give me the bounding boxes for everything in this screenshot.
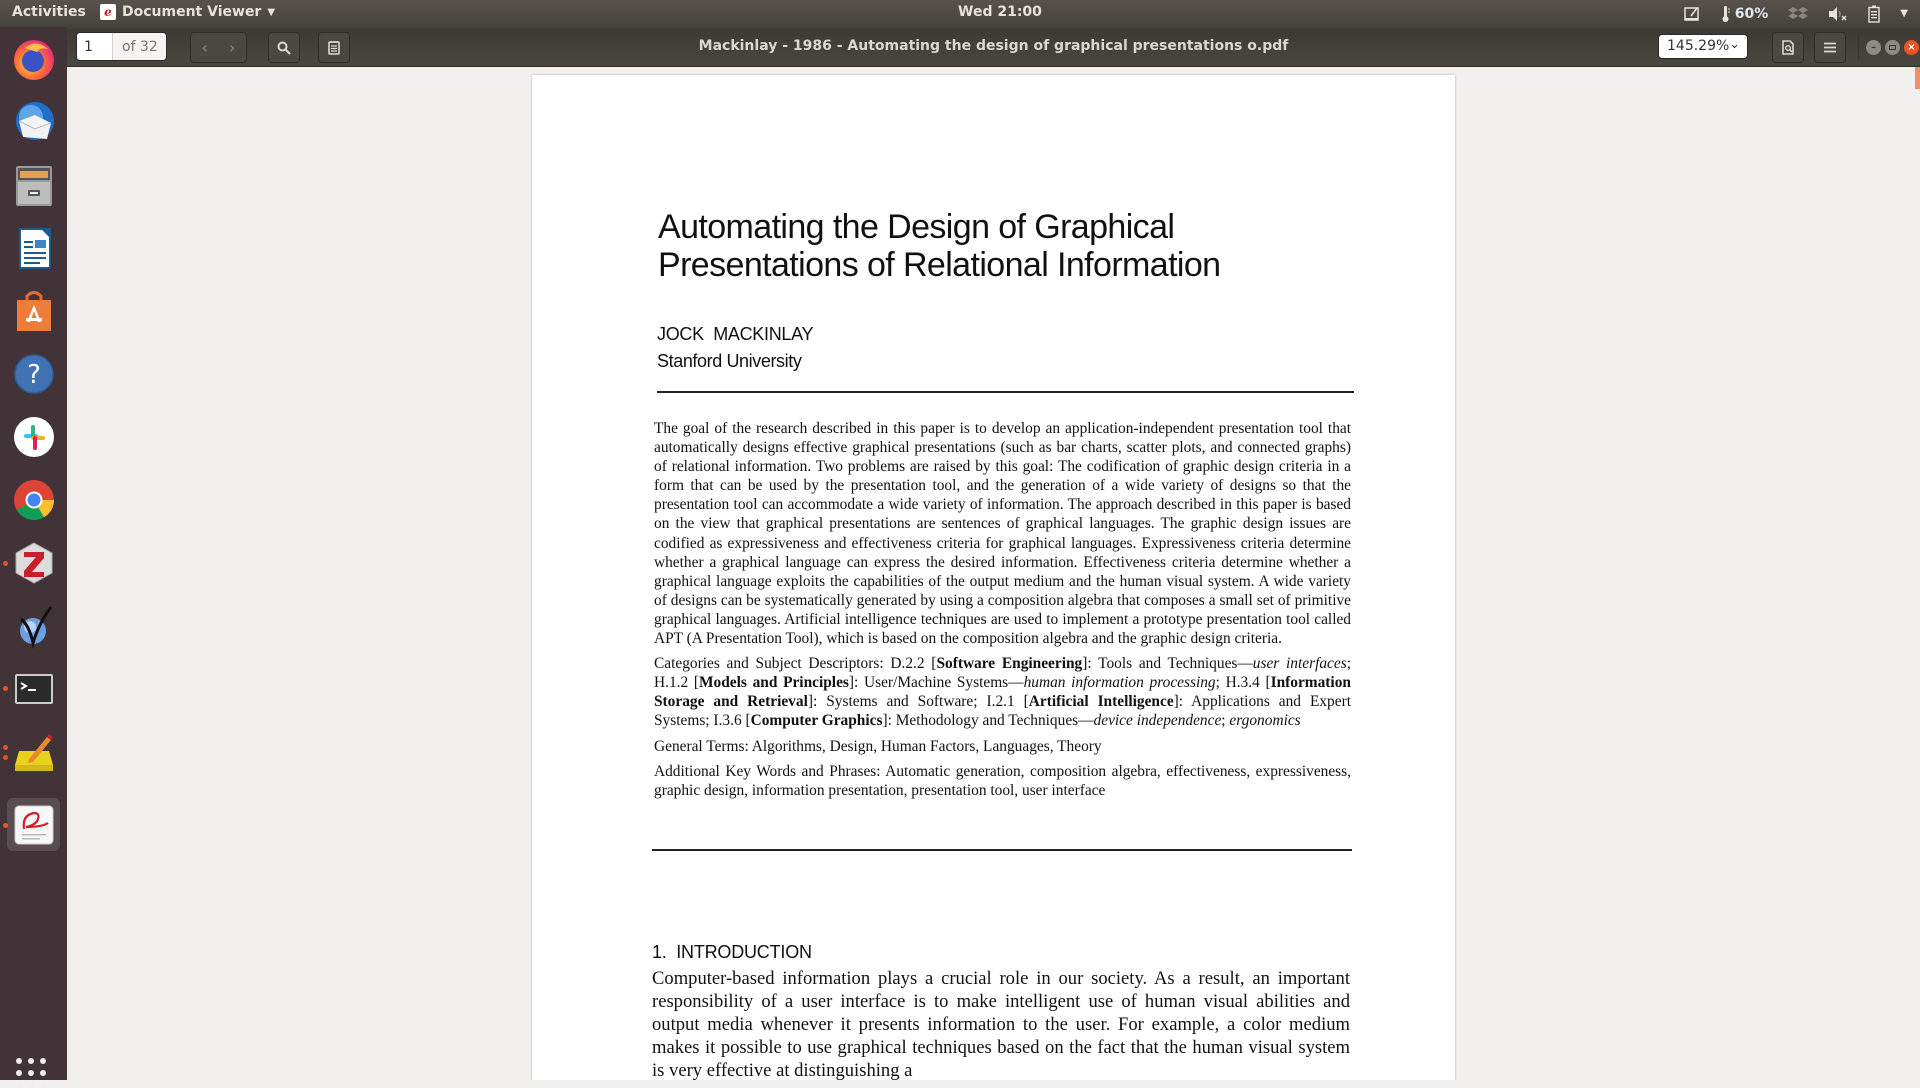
show-applications-button[interactable] — [16, 1058, 46, 1088]
firefox-icon — [11, 36, 57, 82]
paper-title-line: Presentations of Relational Information — [658, 246, 1221, 284]
notepad-icon — [328, 40, 340, 55]
text-editor-icon — [11, 729, 57, 775]
dock — [0, 27, 67, 1080]
dock-slack[interactable] — [7, 410, 60, 463]
libreoffice-writer-icon — [11, 225, 57, 271]
maximize-icon — [1889, 45, 1896, 50]
section-heading: 1. INTRODUCTION — [652, 942, 812, 962]
minimize-button[interactable] — [1866, 40, 1881, 55]
zoom-level-value: 145.29% — [1667, 38, 1730, 54]
thunderbird-icon — [11, 99, 57, 145]
search-icon — [277, 41, 291, 55]
dock-ubuntu-software[interactable] — [7, 284, 60, 337]
battery-icon[interactable] — [1858, 0, 1890, 27]
scrollbar-indicator[interactable] — [1915, 67, 1920, 89]
dock-help[interactable] — [7, 347, 60, 400]
page-navigation-group — [190, 32, 247, 63]
paper-title-line: Automating the Design of Graphical — [658, 208, 1175, 246]
dock-terminal[interactable] — [7, 662, 60, 715]
minimize-icon: – — [1871, 42, 1876, 53]
dock-chrome[interactable] — [7, 473, 60, 526]
current-page-input[interactable]: 1 — [77, 33, 113, 60]
close-icon: × — [1907, 42, 1916, 53]
system-tray — [1673, 0, 1920, 27]
paper-title — [658, 208, 1221, 284]
page-number-field[interactable] — [76, 32, 167, 61]
keywords-text: Additional Key Words and Phrases: Automatic generation, composition algebra, effectiveness, expressiveness, graphic design, information presentation, presentation tool, user interface — [654, 762, 1351, 799]
document-viewer-icon — [12, 803, 56, 847]
chrome-icon — [11, 477, 57, 523]
notes-icon[interactable] — [1673, 0, 1711, 27]
general-terms-text: General Terms: Algorithms, Design, Human Factors, Languages, Theory — [654, 737, 1102, 755]
dock-jabref[interactable] — [7, 599, 60, 652]
activities-button[interactable]: Activities — [12, 4, 86, 20]
header-bar — [67, 27, 1920, 67]
thermometer-icon — [1721, 5, 1731, 23]
top-bar — [0, 0, 1920, 27]
dock-files[interactable] — [7, 158, 60, 211]
clock[interactable]: Wed 21:00 — [958, 4, 1042, 20]
slack-icon — [11, 414, 57, 460]
next-page-button[interactable] — [219, 38, 247, 57]
zotero-icon — [11, 540, 57, 586]
dock-document-viewer[interactable] — [7, 798, 60, 851]
dock-zotero[interactable] — [7, 536, 60, 589]
volume-muted-icon[interactable] — [1818, 0, 1858, 27]
dock-libreoffice-writer[interactable] — [7, 221, 60, 274]
help-icon — [11, 351, 57, 397]
software-bag-icon — [11, 288, 57, 334]
dock-thunderbird[interactable] — [7, 95, 60, 148]
paper-affiliation: Stanford University — [657, 351, 802, 371]
divider — [652, 849, 1352, 851]
maximize-button[interactable] — [1885, 40, 1900, 55]
find-button[interactable] — [268, 32, 300, 63]
chevron-left-icon: ‹ — [201, 38, 208, 57]
document-view[interactable] — [67, 67, 1920, 1080]
document-search-icon — [1782, 40, 1794, 55]
annotations-button[interactable] — [318, 32, 350, 63]
svg-text:?: ? — [26, 359, 41, 390]
dock-text-editor[interactable] — [7, 725, 60, 778]
divider — [657, 391, 1354, 393]
file-cabinet-icon — [11, 162, 57, 208]
dock-firefox[interactable] — [7, 32, 60, 85]
abstract-block — [654, 419, 1351, 806]
system-menu-caret-icon[interactable]: ▼ — [1900, 8, 1908, 19]
abstract-text: The goal of the research described in this paper is to develop an application-independent presentation tool that automatically designs effective graphical presentations (such as bar charts, scatter plots, and connected graphs) of relational information. Two problems are raised by this goal: The codification of graphic design criteria in a form that can be used by the presentation tool, and the generation of a wide variety of designs so that the presentation tool can accommodate a wide variety of information. The approach described in this paper is based on the view that graphical presentations are sentences of graphical languages. The graphic design issues are codified as expressiveness and effectiveness criteria for graphical languages. Expressiveness criteria determine whether a graphical language can express the desired information. Effectiveness criteria determine whether a graphical language exploits the capabilities of the output medium and the human visual system. A wide variety of designs can be systematically generated by using a composition algebra that composes a small set of primitive graphical languages. Artificial intelligence techniques are used to implement a prototype presentation tool called APT (A Presentation Tool), which is based on the composition algebra and the graphic design criteria. — [654, 420, 1351, 648]
page-total-label: of 32 — [122, 39, 158, 55]
zoom-level-dropdown[interactable] — [1658, 34, 1748, 59]
chevron-down-icon: ⌄ — [1729, 37, 1740, 52]
temperature-indicator[interactable] — [1711, 0, 1779, 27]
document-viewer-icon: e — [100, 4, 116, 20]
paper-author: JOCK MACKINLAY — [657, 324, 814, 344]
jabref-icon — [11, 603, 57, 649]
temperature-value: 60% — [1734, 5, 1769, 22]
app-menu-label: Document Viewer — [122, 4, 262, 20]
app-menu[interactable] — [100, 4, 275, 20]
hamburger-menu-icon — [1824, 42, 1836, 53]
chevron-right-icon: › — [229, 38, 236, 57]
terminal-icon — [11, 666, 57, 712]
main-menu-button[interactable] — [1814, 32, 1846, 63]
separator — [1858, 35, 1859, 59]
section-body-text: Computer-based information plays a crucial role in our society. As a result, an important responsibility of a user interface is to make intelligent use of human visual abilities and output media whenever it presents information to the user. For example, a color medium makes it possible to use graphical techniques based on the fact that the human visual system is very effective at distinguishing a — [652, 968, 1350, 1080]
window-title: Mackinlay - 1986 - Automating the design of graphical presentations o.pdf — [698, 38, 1289, 54]
categories-text: Categories and Subject Descriptors: D.2.2 [Software Engineering]: Tools and Techniques—user interfaces; H.1.2 [Models and Principles]: User/Machine Systems—human information processing; H.3.4 [Information Storage and Retrieval]: Systems and Software; I.2.1 [Artificial Intelligence]: Applications and Expert Systems; I.3.6 [Computer Graphics]: Methodology and Techniques—device independence; ergonomics — [654, 655, 1351, 730]
pdf-page — [532, 75, 1455, 1080]
dropbox-icon[interactable] — [1778, 0, 1818, 27]
caret-down-icon: ▼ — [267, 6, 276, 18]
previous-page-button[interactable] — [191, 38, 219, 57]
close-button[interactable] — [1904, 40, 1919, 55]
sidebar-toggle-button[interactable] — [1772, 32, 1804, 63]
